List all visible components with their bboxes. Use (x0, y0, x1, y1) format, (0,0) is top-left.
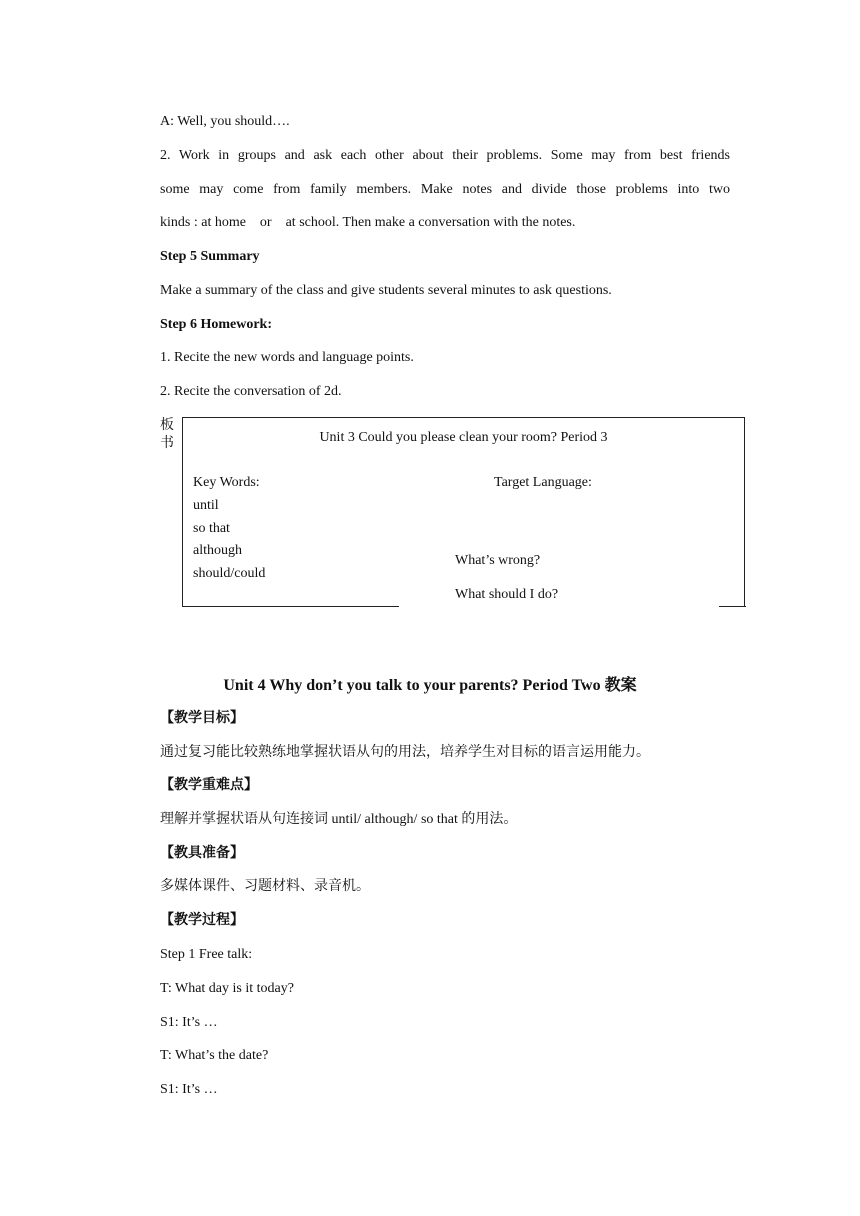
board-target-line: What should I do? (455, 587, 559, 602)
board-border-bottom-left (182, 606, 399, 607)
dialog-line-a: A: Well, you should…. (160, 114, 290, 129)
board-target-line: What’s wrong? (455, 553, 541, 568)
board-prefix-label: 板书 (160, 418, 174, 451)
key-points-text: 理解并掌握状语从句连接词 until/ although/ so that 的用法。 (160, 812, 518, 827)
item2-line2: some may come from family members. Make notes and divide those problems into two (160, 182, 730, 197)
board-key-word: although (193, 543, 242, 558)
item2-line3: kinds : at home or at school. Then make a conversation with the notes. (160, 215, 576, 230)
board-title: Unit 3 Could you please clean your room? Period 3 (319, 430, 608, 445)
dialog-line: S1: It’s … (160, 1015, 218, 1030)
step6-heading: Step 6 Homework: (160, 317, 272, 332)
step1-free-talk: Step 1 Free talk: (160, 947, 253, 962)
board-key-word: should/could (193, 566, 266, 581)
board-key-words-label: Key Words: (193, 475, 260, 490)
materials-text: 多媒体课件、习题材料、录音机。 (160, 879, 370, 894)
dialog-line: S1: It’s … (160, 1082, 218, 1097)
step5-text: Make a summary of the class and give students several minutes to ask questions. (160, 283, 612, 298)
objective-heading: 【教学目标】 (160, 711, 244, 726)
step5-heading: Step 5 Summary (160, 249, 260, 264)
board-border-bottom-right (719, 606, 746, 607)
dialog-line: T: What’s the date? (160, 1048, 269, 1063)
key-points-heading: 【教学重难点】 (160, 778, 258, 793)
board-target-label: Target Language: (494, 475, 592, 490)
lesson-title (0, 676, 860, 696)
homework-item-2: 2. Recite the conversation of 2d. (160, 384, 342, 399)
board-key-word: until (193, 498, 219, 513)
board-key-word: so that (193, 521, 230, 536)
item2-line1: 2. Work in groups and ask each other about their problems. Some may from best friends (160, 148, 730, 163)
objective-text: 通过复习能比较熟练地掌握状语从句的用法，培养学生对目标的语言运用能力。 (160, 745, 650, 760)
materials-heading: 【教具准备】 (160, 846, 244, 861)
lesson-title-text: Unit 4 Why don’t you talk to your parents? Period Two 教案 (223, 677, 637, 694)
process-heading: 【教学过程】 (160, 913, 244, 928)
dialog-line: T: What day is it today? (160, 981, 294, 996)
homework-item-1: 1. Recite the new words and language points. (160, 350, 414, 365)
